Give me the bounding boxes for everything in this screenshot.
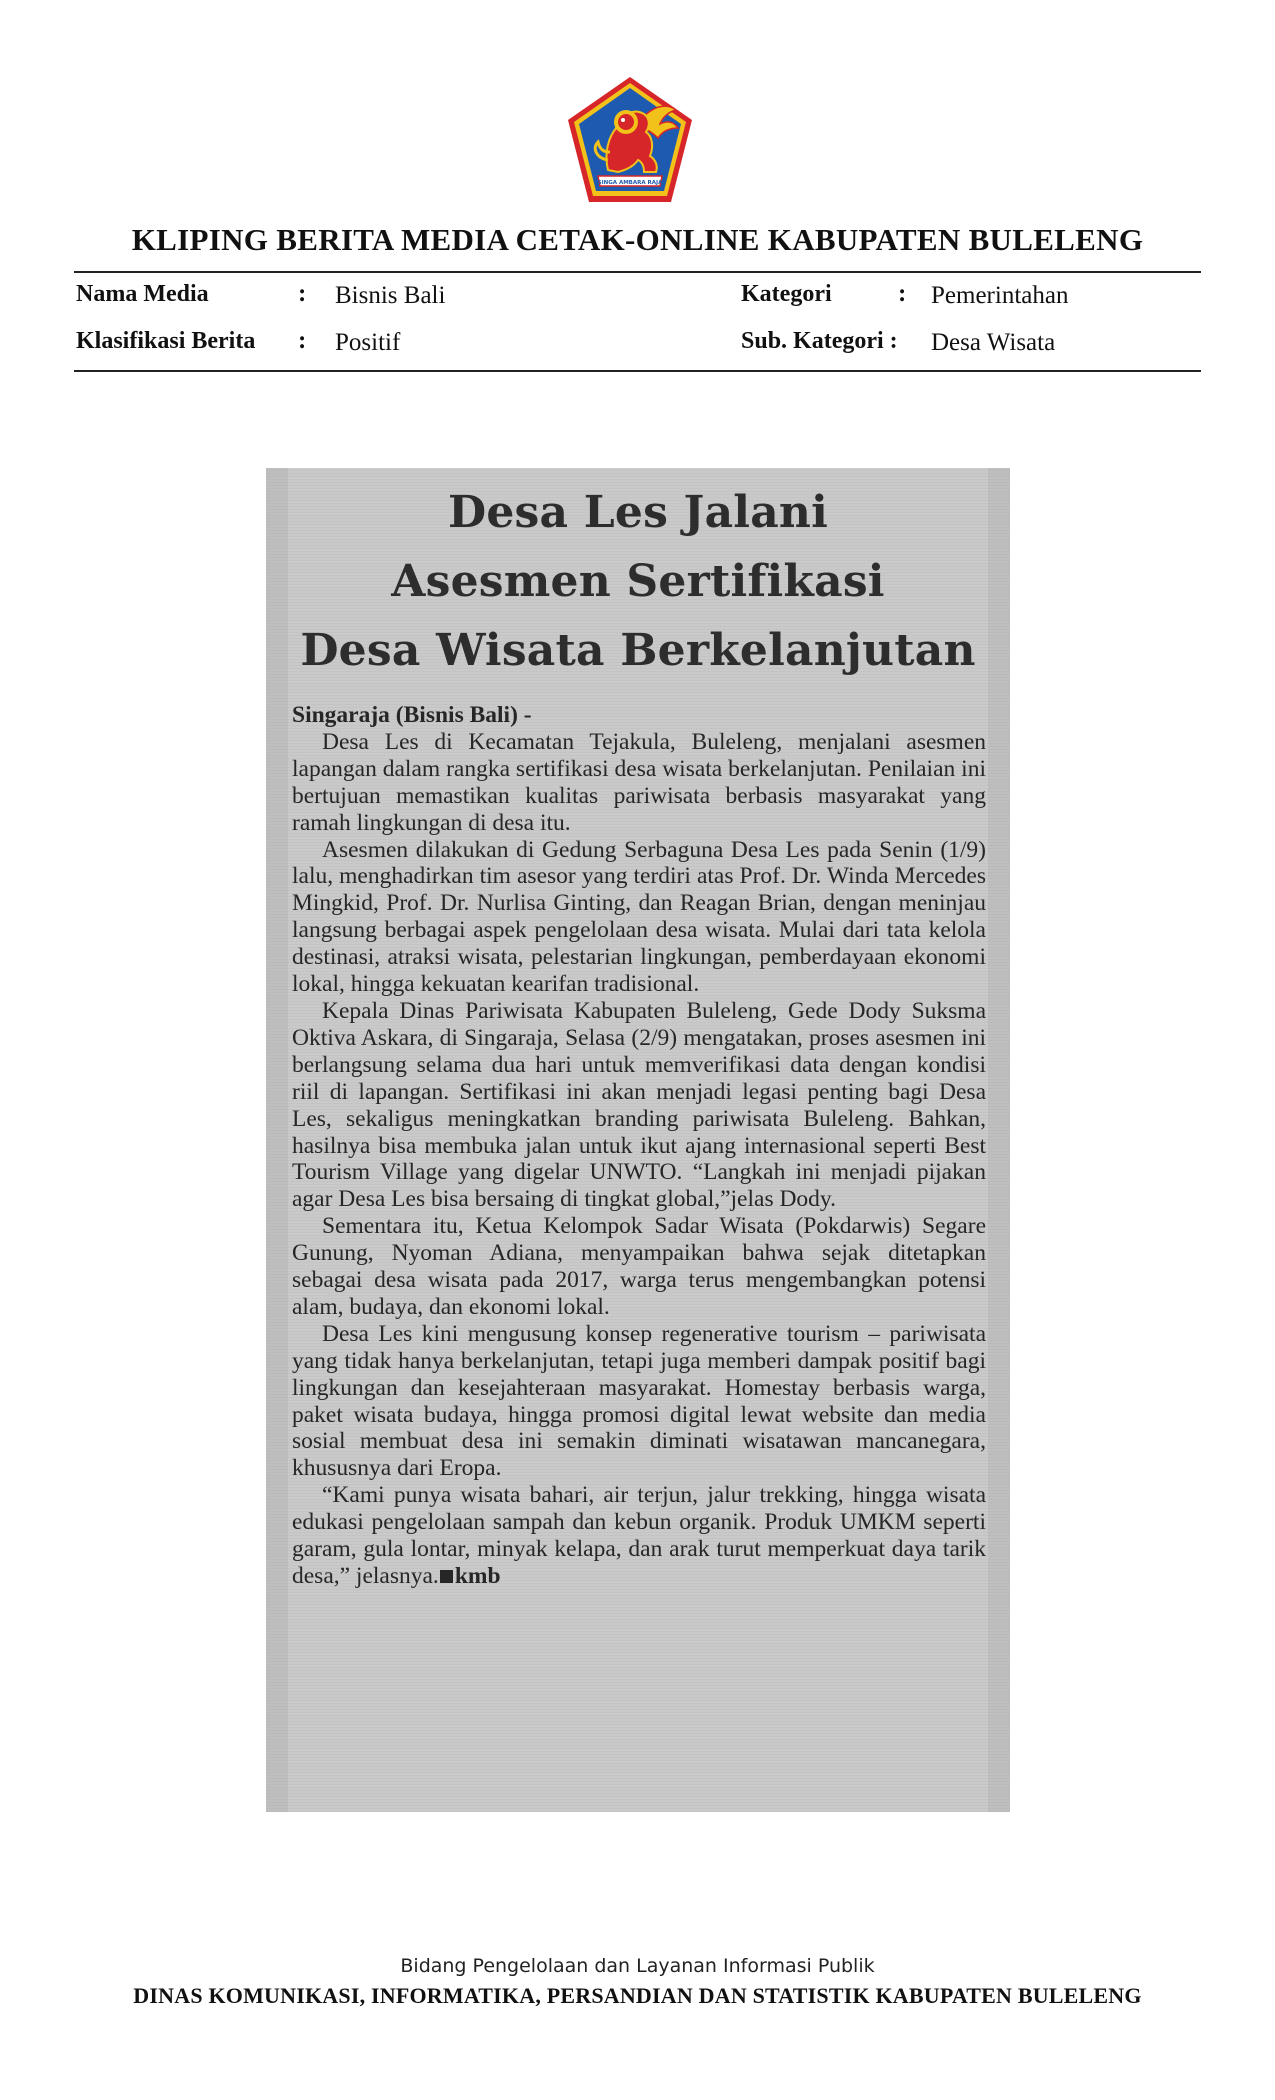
meta-subcategory-value-wrap xyxy=(931,328,1055,358)
article-body xyxy=(292,702,986,1590)
classification-value: Positif xyxy=(335,329,401,356)
article-paragraph-final-text: “Kami punya wisata bahari, air terjun, jalur trekking, hingga wisata edukasi pengelolaan sampah dan kebun organik. Produk UMKM seperti garam, gula lontar, minyak kelapa, dan arak turut memperkuat daya tarik desa,” jelasnya. xyxy=(292,1482,986,1589)
newspaper-clipping xyxy=(266,468,1010,1812)
subcategory-value: Desa Wisata xyxy=(931,329,1056,356)
classification-colon: : xyxy=(298,327,307,354)
article-paragraph: Sementara itu, Ketua Kelompok Sadar Wisata (Pokdarwis) Segare Gunung, Nyoman Adiana, menyampaikan bahwa sejak ditetapkan sebagai desa wisata pada 2017, warga terus mengembangkan potensi alam, budaya, dan ekonomi lokal. xyxy=(292,1213,986,1320)
buleleng-emblem-logo xyxy=(564,74,696,206)
meta-category-row xyxy=(741,279,832,309)
meta-classification-value-wrap xyxy=(335,328,400,358)
page-title: KLIPING BERITA MEDIA CETAK-ONLINE KABUPATEN BULELENG xyxy=(131,222,1144,257)
logo-motto: SINGA AMBARA RAJA xyxy=(597,180,663,186)
meta-media-value-wrap xyxy=(335,281,445,311)
headline-line-1: Desa Les Jalani xyxy=(447,487,829,538)
category-colon: : xyxy=(898,280,907,307)
end-square-icon xyxy=(440,1570,453,1583)
meta-subcategory-row xyxy=(741,326,898,356)
article-endmark xyxy=(439,1563,501,1589)
header-top-divider xyxy=(74,271,1201,273)
category-value: Pemerintahan xyxy=(931,282,1069,309)
media-value: Bisnis Bali xyxy=(335,282,446,309)
meta-media-colon xyxy=(298,279,306,309)
category-label: Kategori xyxy=(741,281,832,307)
meta-classification-row xyxy=(76,326,255,356)
article-paragraph: Asesmen dilakukan di Gedung Serbaguna Desa Les pada Senin (1/9) lalu, menghadirkan tim asesor yang terdiri atas Prof. Dr. Winda Mercedes Mingkid, Prof. Dr. Nurlisa Ginting, dan Reagan Brian, dengan meninjau langsung berbagai aspek pengelolaan desa wisata. Mulai dari tata kelola destinasi, atraksi wisata, pelestarian lingkungan, pemberdayaan ekonomi lokal, hingga kekuatan kearifan tradisional. xyxy=(292,836,986,998)
article-dateline: Singaraja (Bisnis Bali) - xyxy=(292,702,532,728)
article-headline xyxy=(266,478,1010,685)
meta-media-row xyxy=(76,279,209,309)
article-byline: kmb xyxy=(454,1563,501,1589)
classification-label: Klasifikasi Berita xyxy=(76,328,256,354)
footer-department: Bidang Pengelolaan dan Layanan Informasi Publik xyxy=(400,1955,875,1977)
meta-classification-colon xyxy=(298,326,306,356)
header-bottom-divider xyxy=(74,370,1201,372)
headline-line-2: Asesmen Sertifikasi xyxy=(391,556,885,607)
headline-line-3: Desa Wisata Berkelanjutan xyxy=(300,625,976,676)
media-label: Nama Media xyxy=(76,281,209,307)
article-paragraph: Desa Les kini mengusung konsep regenerative tourism – pariwisata yang tidak hanya berkelanjutan, tetapi juga memberi dampak positif bagi lingkungan dan kesejahteraan masyarakat. Homestay berbasis warga, paket wisata budaya, hingga promosi digital lewat website dan media sosial membuat desa ini semakin diminati wisatawan mancanegara, khususnya dari Eropa. xyxy=(292,1320,986,1482)
article-paragraph: Kepala Dinas Pariwisata Kabupaten Buleleng, Gede Dody Suksma Oktiva Askara, di Singaraja, Selasa (2/9) mengatakan, proses asesmen ini berlangsung selama dua hari untuk memverifikasi data dengan kondisi riil di lapangan. Sertifikasi ini akan menjadi legasi penting bagi Desa Les, sekaligus meningkatkan branding pariwisata Buleleng. Bahkan, hasilnya bisa membuka jalan untuk ikut ajang internasional seperti Best Tourism Village yang digelar UNWTO. “Langkah ini menjadi pijakan agar Desa Les bisa bersaing di tingkat global,”jelas Dody. xyxy=(292,997,986,1213)
article-paragraph: Desa Les di Kecamatan Tejakula, Buleleng, menjalani asesmen lapangan dalam rangka sertifikasi desa wisata berkelanjutan. Penilaian ini bertujuan memastikan kualitas pariwisata berbasis masyarakat yang ramah lingkungan di desa itu. xyxy=(292,728,986,836)
subcategory-label: Sub. Kategori : xyxy=(741,328,898,354)
footer-agency: DINAS KOMUNIKASI, INFORMATIKA, PERSANDIAN DAN STATISTIK KABUPATEN BULELENG xyxy=(133,1983,1142,2008)
article-paragraph-last xyxy=(292,1482,986,1590)
meta-category-colon xyxy=(898,279,906,309)
media-colon: : xyxy=(298,280,307,307)
meta-category-value-wrap xyxy=(931,281,1068,311)
